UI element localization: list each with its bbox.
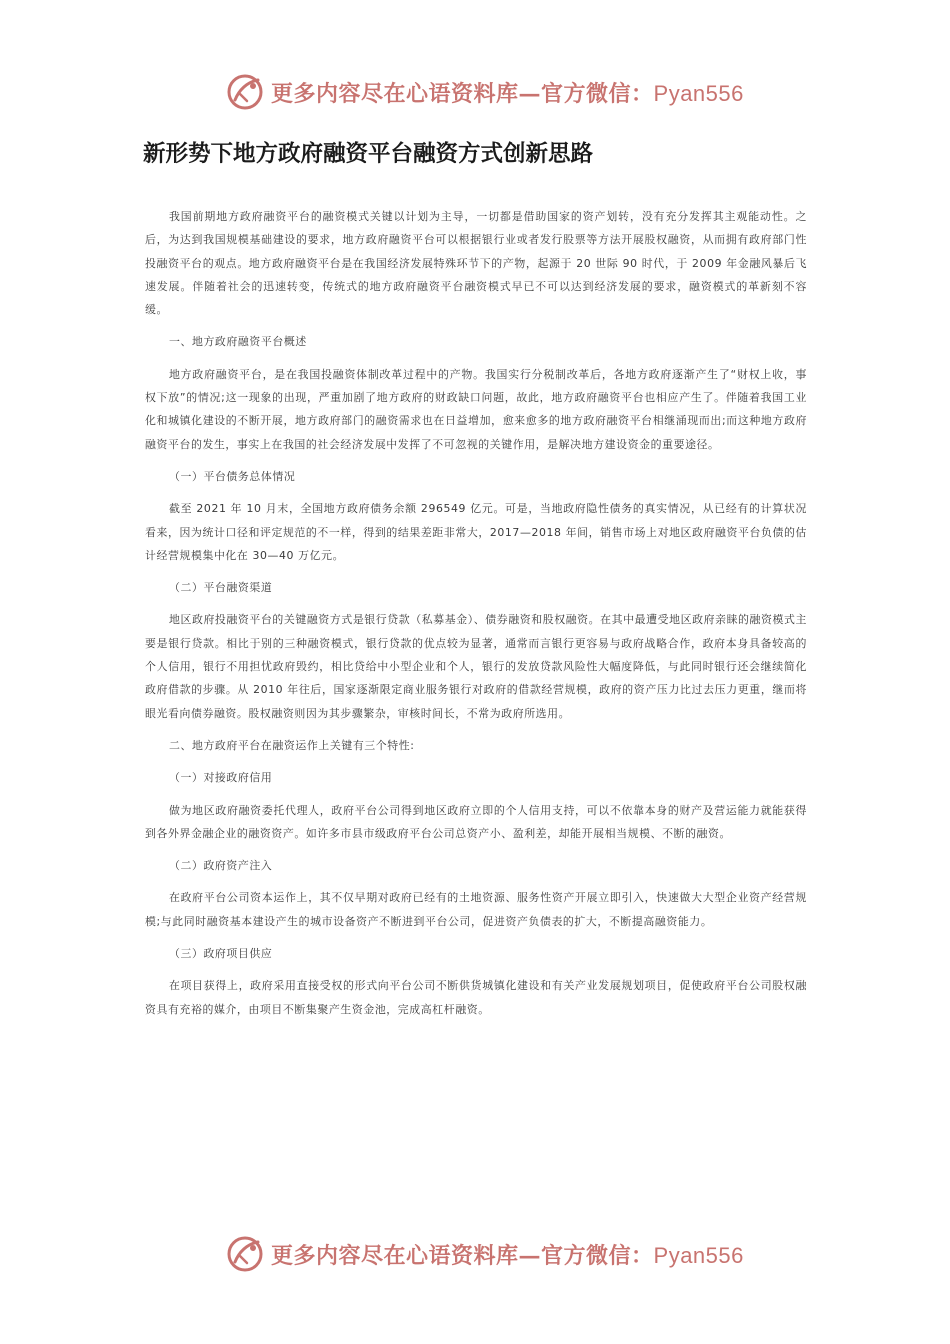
banner-text-cjk: 更多内容尽在心语资料库—官方微信： [271, 80, 654, 107]
footer-watermark-banner [225, 1232, 745, 1276]
header-watermark-banner [225, 70, 745, 114]
subsection-heading-channels: （二）平台融资渠道 [168, 581, 273, 595]
banner-wechat-id: Pyan556 [653, 1242, 744, 1268]
banner-text [271, 77, 744, 108]
section-heading-overview: 一、地方政府融资平台概述 [168, 335, 307, 349]
paragraph-channels: 地区政府投融资平台的关键融资方式是银行贷款（私募基金）、债券融资和股权融资。在其中最遭受地区政府亲睐的融资模式主要是银行贷款。相比于别的三种融资模式，银行贷款的优点较为显著，通常而言银行更容易与政府战略合作，政府本身具备较高的个人信用，银行不用担忧政府毁约，相比贷给中小型企业和个人，银行的发放贷款风险性大幅度降低，与此同时银行还会继续简化政府借款的步骤。从 2010 年往后，国家逐渐限定商业服务银行对政府的借款经营规模，政府的资产压力比过去压力更重，继而将眼光看向债券融资。股权融资则因为其步骤繁杂，审核时间长，不常为政府所选用。 [145, 613, 807, 720]
subsection-heading-projects: （三）政府项目供应 [168, 947, 273, 961]
paragraph-overview: 地方政府融资平台，是在我国投融资体制改革过程中的产物。我国实行分税制改革后，各地方政府逐渐产生了“财权上收，事权下放”的情况;这一现象的出现，严重加剧了地方政府的财政缺口问题，故此，地方政府融资平台也相应产生了。伴随着我国工业化和城镇化建设的不断开展，地方政府部门的融资需求也在日益增加，愈来愈多的地方政府融资平台相继涌现而出;而这种地方政府融资平台的发生，事实上在我国的社会经济发展中发挥了不可忽视的关键作用，是解决地方建设资金的重要途径。 [145, 367, 807, 451]
document-body [145, 205, 807, 1030]
section-heading-characteristics: 二、地方政府平台在融资运作上关键有三个特性: [168, 738, 415, 752]
subsection-heading-credit: （一）对接政府信用 [168, 771, 273, 785]
subsection-heading-assets: （二）政府资产注入 [168, 859, 273, 873]
banner-text [271, 1239, 744, 1270]
paragraph-debt: 截至 2021 年 10 月末，全国地方政府债务余额 296549 亿元。可是，当地政府隐性债务的真实情况，从已经有的计算状况看来，因为统计口径和评定规范的不一样，得到的结果差距非常大，2017—2018 年间，销售市场上对地区政府融资平台负债的估计经营规模集中化在 30—40 万亿元。 [145, 502, 807, 562]
paragraph-intro: 我国前期地方政府融资平台的融资模式关键以计划为主导，一切都是借助国家的资产划转，没有充分发挥其主观能动性。之后，为达到我国规模基础建设的要求，地方政府融资平台可以根据银行业或者发行股票等方法开展股权融资，从而拥有政府部门性投融资平台的观点。地方政府融资平台是在我国经济发展特殊环节下的产物，起源于 20 世际 90 时代，于 2009 年金融风暴后飞速发展。伴随着社会的迅速转变，传统式的地方政府融资平台融资模式早已不可以达到经济发展的要求，融资模式的革新刻不容缓。 [145, 210, 807, 317]
brand-logo-icon [225, 1234, 265, 1274]
banner-text-cjk: 更多内容尽在心语资料库—官方微信： [271, 1242, 654, 1269]
document-title: 新形势下地方政府融资平台融资方式创新思路 [143, 141, 594, 167]
subsection-heading-debt: （一）平台债务总体情况 [168, 469, 296, 483]
paragraph-projects: 在项目获得上，政府采用直接受权的形式向平台公司不断供货城镇化建设和有关产业发展规划项目，促使政府平台公司股权融资具有充裕的媒介，由项目不断集聚产生资金池，完成高杠杆融资。 [145, 979, 807, 1016]
brand-logo-icon [225, 72, 265, 112]
paragraph-credit: 做为地区政府融资委托代理人，政府平台公司得到地区政府立即的个人信用支持，可以不依靠本身的财产及营运能力就能获得到各外界金融企业的融资资产。如许多市县市级政府平台公司总资产小、盈利差，却能开展相当规模、不断的融资。 [145, 803, 807, 840]
paragraph-assets: 在政府平台公司资本运作上，其不仅早期对政府已经有的土地资源、服务性资产开展立即引入，快速做大大型企业资产经营规模;与此同时融资基本建设产生的城市设备资产不断进到平台公司，促进资产负债表的扩大，不断提高融资能力。 [145, 891, 807, 928]
banner-wechat-id: Pyan556 [653, 80, 744, 106]
